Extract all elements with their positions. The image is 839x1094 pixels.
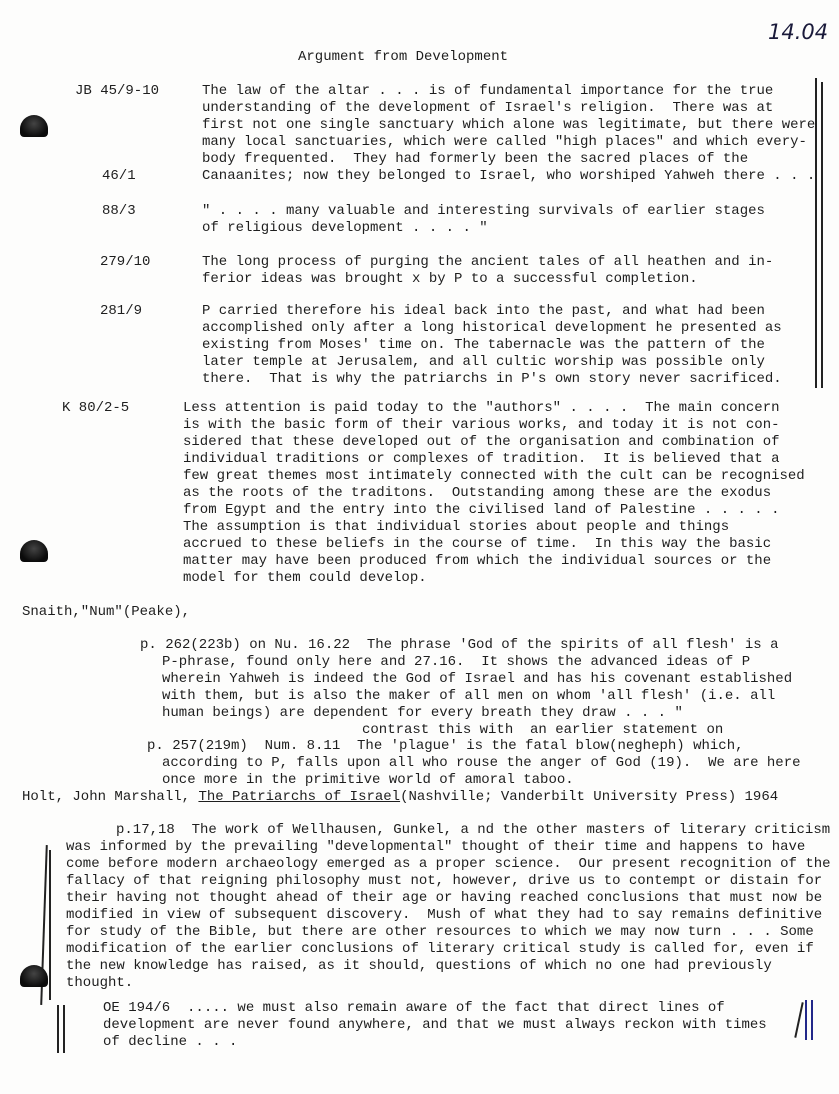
text-line: P carried therefore his ideal back into the past, and what had been	[202, 303, 765, 319]
text-line: few great themes most intimately connected with the cult can be recognised	[183, 468, 805, 484]
text-line: fallacy of that reigning philosophy must not, however, drive us to contempt or distain for	[66, 873, 823, 889]
text-line: p.17,18 The work of Wellhausen, Gunkel, a nd the other masters of literary criticism	[116, 822, 831, 838]
margin-line-mark	[805, 1000, 807, 1040]
margin-line-mark	[821, 82, 823, 388]
text-line: individual traditions or complexes of tradition. It is believed that a	[183, 451, 780, 467]
page-number: 14.04	[768, 20, 829, 44]
quote-block	[162, 755, 801, 789]
text-line: P-phrase, found only here and 27.16. It shows the advanced ideas of P	[162, 654, 751, 670]
text-line: the new knowledge has raised, as it should, questions of which no one had previously	[66, 958, 772, 974]
text-line: existing from Moses' time on. The tabernacle was the pattern of the	[202, 337, 765, 353]
text-line: The assumption is that individual stories about people and things	[183, 519, 730, 535]
book-title: The Patriarchs of Israel	[198, 789, 401, 805]
ref-label: 88/3	[102, 203, 136, 219]
text-line: The long process of purging the ancient tales of all heathen and in-	[202, 254, 774, 270]
text-line: come before modern archaeology emerged as a proper science. Our present recognition of the	[66, 856, 831, 872]
text-line: according to P, falls upon all who rouse the anger of God (19). We are here	[162, 755, 801, 771]
quote-block	[202, 83, 815, 185]
ref-label: JB 45/9-10	[75, 83, 160, 99]
source-heading	[22, 789, 778, 806]
margin-line-mark	[811, 1000, 813, 1040]
text-line: from Egypt and the entry into the civilised land of Palestine . . . . .	[183, 502, 780, 518]
ref-label: K 80/2-5	[62, 400, 130, 416]
text-line: OE 194/6 ..... we must also remain aware of the fact that direct lines of	[103, 1000, 725, 1016]
text-line: development are never found anywhere, and that we must always reckon with times	[103, 1017, 767, 1033]
text-line: once more in the primitive world of amoral taboo.	[162, 772, 574, 788]
margin-line-mark	[57, 1005, 59, 1053]
margin-line-mark	[794, 1002, 803, 1038]
quote-block	[183, 400, 805, 587]
quote-block	[103, 1000, 767, 1051]
ref-label: 46/1	[102, 168, 136, 184]
text-line: their having not thought ahead of their age or having reached conclusions that must now be	[66, 890, 823, 906]
margin-line-mark	[49, 850, 51, 1000]
publisher: (Nashville; Vanderbilt University Press) 1964	[400, 789, 779, 805]
text-line: ferior ideas was brought x by P to a successful completion.	[202, 271, 698, 287]
quote-block	[162, 654, 792, 722]
text-line: as the roots of the traditons. Outstanding among these are the exodus	[183, 485, 772, 501]
ref-label: 279/10	[100, 254, 151, 270]
text-line: matter may have been produced from which the individual sources or the	[183, 553, 772, 569]
text-line: human beings) are dependent for every breath they draw . . . "	[162, 705, 683, 721]
text-line: was informed by the prevailing "developmental" thought of their time and happens to have	[66, 839, 806, 855]
text-line: wherein Yahweh is indeed the God of Israel and has his covenant established	[162, 671, 793, 687]
text-line: p. 262(223b) on Nu. 16.22 The phrase 'God of the spirits of all flesh' is a	[140, 637, 779, 653]
quote-block	[66, 839, 831, 992]
text-line: first not one single sanctuary which alone was legitimate, but there were	[202, 117, 816, 133]
text-line: accomplished only after a long historical development he presented as	[202, 320, 782, 336]
text-line: The law of the altar . . . is of fundamental importance for the true	[202, 83, 774, 99]
text-line: p. 257(219m) Num. 8.11 The 'plague' is the fatal blow(negheph) which,	[147, 738, 744, 754]
punch-hole	[20, 115, 48, 137]
author: Holt, John Marshall,	[22, 789, 199, 805]
ref-label: 281/9	[100, 303, 143, 319]
text-line: accrued to these beliefs in the course of time. In this way the basic	[183, 536, 772, 552]
source-heading: Snaith,"Num"(Peake),	[22, 604, 191, 620]
text-line: is with the basic form of their various works, and today it is not con-	[183, 417, 780, 433]
text-line: many local sanctuaries, which were called "high places" and which every-	[202, 134, 807, 150]
text-line: body frequented. They had formerly been the sacred places of the	[202, 151, 749, 167]
quote-block	[202, 203, 765, 237]
text-line: " . . . . many valuable and interesting survivals of earlier stages	[202, 203, 765, 219]
text-line: with them, but is also the maker of all men on whom 'all flesh' (i.e. all	[162, 688, 776, 704]
margin-line-mark	[63, 1005, 65, 1053]
text-line: modified in view of subsequent discovery. Mush of what they had to say remains definitive	[66, 907, 823, 923]
page-title: Argument from Development	[298, 49, 509, 65]
text-line: Less attention is paid today to the "authors" . . . . The main concern	[183, 400, 780, 416]
quote-block	[202, 254, 773, 288]
text-line: model for them could develop.	[183, 570, 427, 586]
text-line: for study of the Bible, but there are other resources to which we may now turn . . . Some	[66, 924, 814, 940]
text-line: later temple at Jerusalem, and all cultic worship was possible only	[202, 354, 765, 370]
punch-hole	[20, 540, 48, 562]
quote-block	[202, 303, 782, 388]
margin-line-mark	[815, 78, 817, 388]
text-line: Canaanites; now they belonged to Israel, who worshiped Yahweh there . . .	[202, 168, 816, 184]
text-line: of religious development . . . . "	[202, 220, 488, 236]
text-line: modification of the earlier conclusions of literary critical study is called for, even if	[66, 941, 814, 957]
text-line: there. That is why the patriarchs in P's own story never sacrificed.	[202, 371, 782, 387]
text-line: sidered that these developed out of the organisation and combination of	[183, 434, 780, 450]
text-line: understanding of the development of Israel's religion. There was at	[202, 100, 774, 116]
punch-hole	[20, 965, 48, 987]
annotation: contrast this with an earlier statement on	[362, 722, 724, 738]
text-line: thought.	[66, 975, 134, 991]
text-line: of decline . . .	[103, 1034, 238, 1050]
